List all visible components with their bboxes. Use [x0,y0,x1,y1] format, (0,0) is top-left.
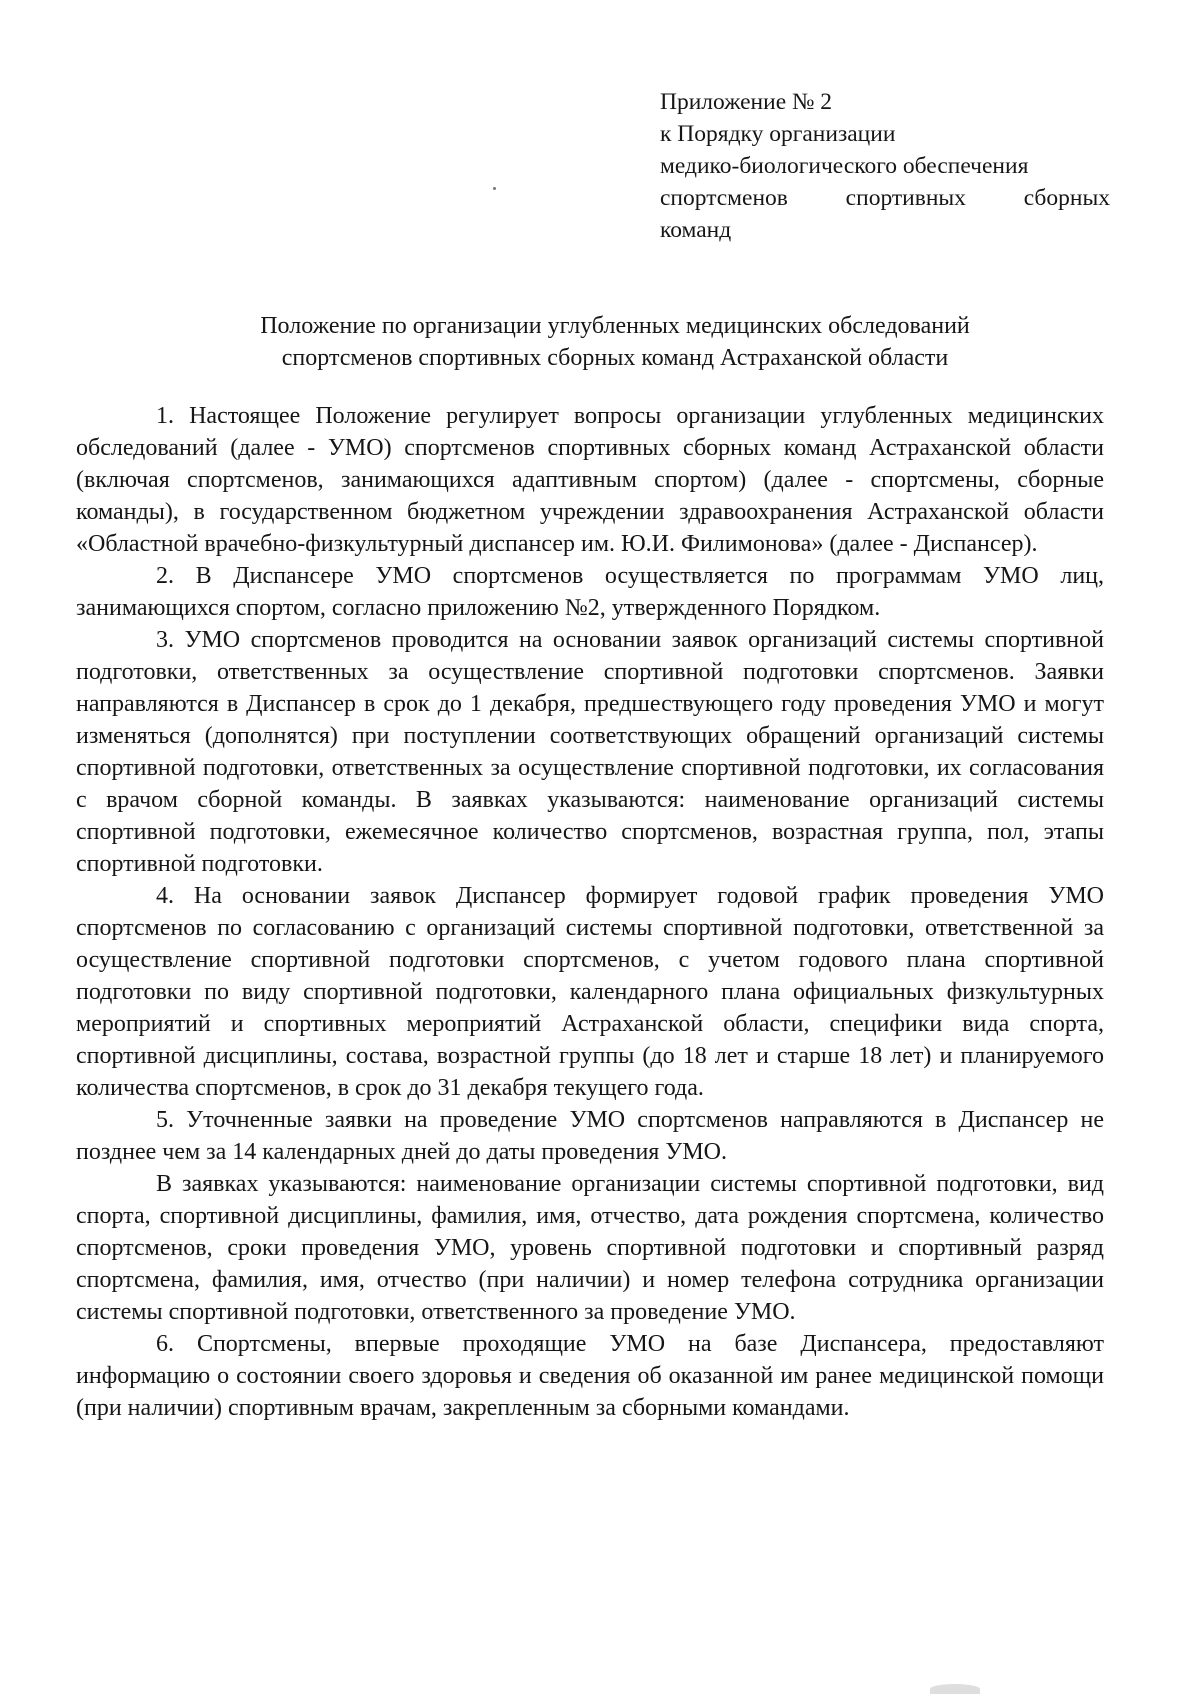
paragraph-3: 3. УМО спортсменов проводится на основании заявок организаций системы спортивной подготовки, ответственных за осуществление спортивной подготовки спортсменов. Заявки направляются в Диспансер в срок до 1 декабря, предшествующего году проведения УМО и могут изменяться (дополнятся) при поступлении соответствующих обращений организаций системы спортивной подготовки, ответственных за осуществление спортивной подготовки, их согласования с врачом сборной команды. В заявках указываются: наименование организаций системы спортивной подготовки, ежемесячное количество спортсменов, возрастная группа, пол, этапы спортивной подготовки. [76,627,1104,877]
paragraph-4: 4. На основании заявок Диспансер формирует годовой график проведения УМО спортсменов по согласованию с организаций системы спортивной подготовки, ответственной за осуществление спортивной подготовки спортсменов, с учетом годового плана спортивной подготовки по виду спортивной подготовки, календарного плана официальных физкультурных мероприятий и спортивных мероприятий Астраханской области, специфики вида спорта, спортивной дисциплины, состава, возрастной группы (до 18 лет и старше 18 лет) и планируемого количества спортсменов, в срок до 31 декабря текущего года. [76,883,1104,1101]
appendix-line: Приложение № 2 [660,89,833,115]
appendix-header [660,86,1110,246]
paragraph-2: 2. В Диспансере УМО спортсменов осуществляется по программам УМО лиц, занимающихся спортом, согласно приложению №2, утвержденного Порядком. [76,563,1104,621]
appendix-line: команд [660,217,732,243]
scan-speck [493,187,496,190]
document-title [150,310,1080,374]
appendix-line: медико-биологического обеспечения [660,153,1029,179]
paragraph-1: 1. Настоящее Положение регулирует вопросы организации углубленных медицинских обследований (далее - УМО) спортсменов спортивных сборных команд Астраханской области (включая спортсменов, занимающихся адаптивным спортом) (далее - спортсмены, сборные команды), в государственном бюджетном учреждении здравоохранения Астраханской области «Областной врачебно-физкультурный диспансер им. Ю.И. Филимонова» (далее - Диспансер). [76,403,1104,557]
scan-smudge [930,1684,980,1694]
title-line: спортсменов спортивных сборных команд Астраханской области [281,345,949,371]
document-body [76,400,1104,1424]
appendix-line: к Порядку организации [660,121,896,147]
title-line: Положение по организации углубленных медицинских обследований [260,313,970,339]
paragraph-5: 5. Уточненные заявки на проведение УМО спортсменов направляются в Диспансер не позднее чем за 14 календарных дней до даты проведения УМО. [76,1107,1104,1165]
paragraph-6: 6. Спортсмены, впервые проходящие УМО на базе Диспансера, предоставляют информацию о состоянии своего здоровья и сведения об оказанной им ранее медицинской помощи (при наличии) спортивным врачам, закрепленным за сборными командами. [76,1331,1104,1421]
appendix-line: спортсменов спортивных сборных [660,185,1110,211]
paragraph-5-continued: В заявках указываются: наименование организации системы спортивной подготовки, вид спорта, спортивной дисциплины, фамилия, имя, отчество, дата рождения спортсмена, количество спортсменов, сроки проведения УМО, уровень спортивной подготовки и спортивный разряд спортсмена, фамилия, имя, отчество (при наличии) и номер телефона сотрудника организации системы спортивной подготовки, ответственного за проведение УМО. [76,1171,1104,1325]
